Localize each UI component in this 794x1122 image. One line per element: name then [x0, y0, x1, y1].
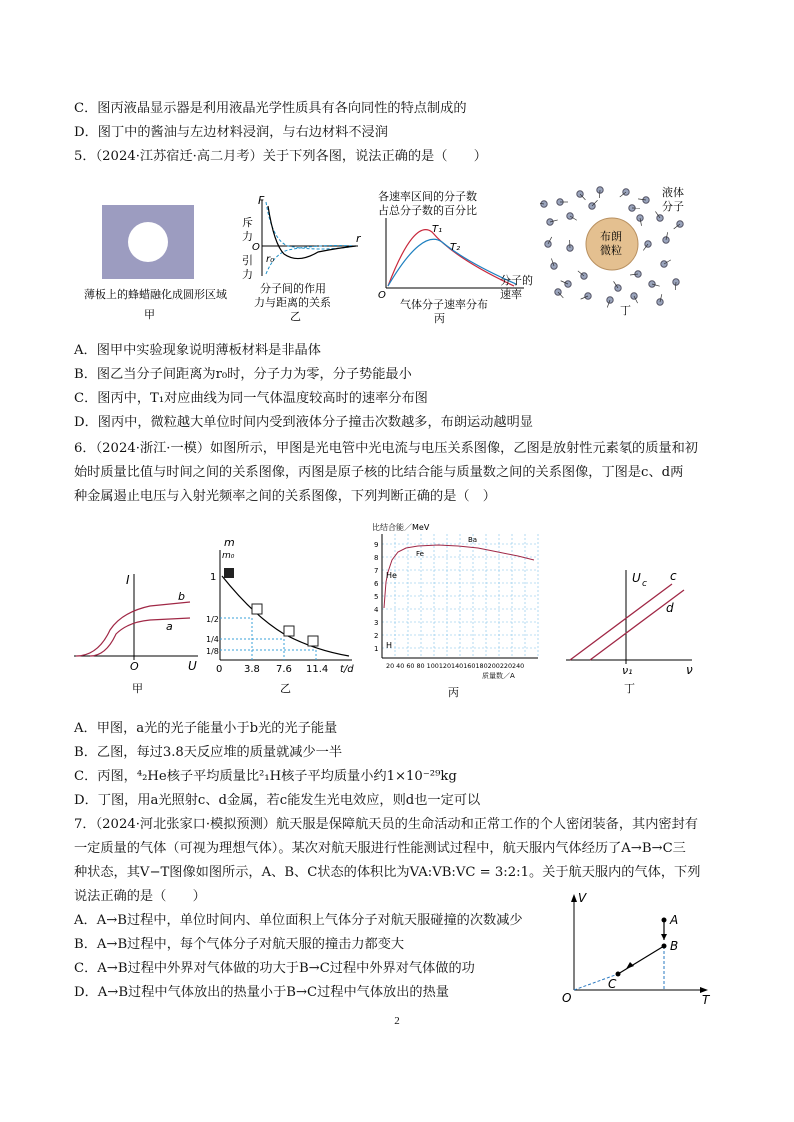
q6-yi-tick-quarter: 1/4: [206, 635, 219, 644]
q5-option-d: D．图丙中，微粒越大单位时间内受到液体分子撞击次数越多，布朗运动越明显: [74, 415, 533, 430]
yi-li2: 力: [242, 268, 253, 281]
jia-label: 甲: [144, 308, 155, 320]
q6-yi-x3: 11.4: [306, 664, 329, 675]
q6-ding-u: U: [632, 571, 641, 585]
q6-yi-tick-half: 1/2: [206, 615, 219, 624]
q6-fig-bing-svg: [368, 520, 544, 700]
q6-ding-d: d: [666, 601, 674, 615]
q7-option-d: D．A→B过程中气体放出的热量小于B→C过程中气体放出的热量: [74, 985, 449, 1000]
q6-option-c: C．丙图，⁴₂He核子平均质量比²₁H核子平均质量小约1×10⁻²⁹kg: [74, 769, 457, 784]
curve-b: [76, 602, 190, 656]
q6-fig-ding-svg: [560, 560, 700, 700]
q6-fig-yi: [204, 536, 364, 700]
q6-jia-o: O: [130, 660, 139, 673]
q5-fig-bing-svg: [374, 188, 544, 324]
net-force-curve: [268, 206, 356, 259]
yi-chi: 斥: [242, 216, 253, 229]
y-tick-label: 7: [374, 567, 379, 575]
q7-bc-arrow: [626, 962, 634, 969]
q7-stem-1: 7．（2024·河北张家口·模拟预测）航天服是保障航天员的生命活动和正常工作的个人密闭装备，其内密封有: [74, 817, 698, 832]
bing-x1: 分子的: [500, 274, 533, 287]
ding-liquid2: 分子: [662, 200, 684, 213]
q5-fig-ding-svg: [540, 184, 700, 324]
bing-x2: 速率: [500, 288, 522, 301]
y-tick-label: 4: [374, 606, 379, 614]
q7-t-label: T: [702, 993, 710, 1006]
q7-option-b: B．A→B过程中，每个气体分子对航天服的撞击力都变大: [74, 937, 405, 952]
q7-option-c: C．A→B过程中外界对气体做的功大于B→C过程中外界对气体做的功: [74, 961, 475, 976]
y-tick-label: 6: [374, 580, 379, 588]
q5-stem: 5．（2024·江苏宿迁·高二月考）关于下列各图，说法正确的是（ ）: [74, 149, 487, 164]
q5-fig-jia-svg: [82, 200, 232, 320]
q7-vt-svg: [556, 890, 716, 1006]
q6-bing-grid: [374, 534, 538, 658]
q6-option-d: D．丁图，用a光照射c、d金属，若c能发生光电效应，则d也一定可以: [74, 793, 481, 808]
q5-fig-bing: [374, 188, 544, 324]
q7-stem-4: 说法正确的是（ ）: [74, 889, 206, 904]
q5-option-c: C．图丙中，T₁对应曲线为同一气体温度较高时的速率分布图: [74, 391, 428, 406]
q7-option-a: A．A→B过程中，单位时间内、单位面积上气体分子对航天服碰撞的次数减少: [74, 913, 523, 928]
q7-bc-line: [618, 946, 664, 974]
q6-yi-label: 乙: [280, 682, 291, 695]
y-tick-label: 9: [374, 541, 379, 549]
q7-stem-2: 一定质量的气体（可视为理想气体）。某次对航天服进行性能测试过程中，航天服内气体经历了A→B→C三: [74, 841, 686, 856]
bing-title1: 各速率区间的分子数: [378, 190, 477, 203]
q7-o-label: O: [562, 991, 572, 1005]
q6-fig-yi-svg: [204, 536, 364, 700]
q6-yi-tick-1: 1: [210, 572, 217, 583]
q6-jia-b: b: [178, 590, 185, 603]
q6-stem-1: 6．（2024·浙江·一模）如图所示，甲图是光电管中光电流与电压关系图像，乙图是放射性元素氡的质量和初: [74, 441, 698, 456]
yi-caption1: 分子间的作用: [260, 282, 326, 295]
q7-point-c: [616, 972, 621, 977]
bing-caption: 气体分子速率分布: [400, 298, 488, 311]
q5-option-b: B．图乙当分子间距离为r₀时，分子力为零，分子势能最小: [74, 367, 412, 382]
ding-label: 丁: [620, 304, 631, 317]
q6-stem-2: 始时质量比值与时间之间的关系图像，丙图是原子核的比结合能与质量数之间的关系图像，丁图是c、d两: [74, 465, 684, 480]
decay-curve: [222, 576, 349, 656]
q6-ding-c: c: [670, 569, 677, 583]
q6-fig-bing: [368, 520, 544, 700]
option-d-prev: D．图丁中的酱油与左边材料浸润，与右边材料不浸润: [74, 125, 388, 140]
q6-bing-xlabel: 质量数／A: [482, 672, 515, 680]
q5-fig-yi: [228, 192, 368, 322]
attractive-curve: [266, 246, 356, 275]
ding-center2: 微粒: [600, 244, 622, 257]
q6-jia-a: a: [166, 620, 173, 633]
q7-stem-3: 种状态，其V−T图像如图所示，A、B、C状态的体积比为VA:VB:VC = 3:2:1。关于航天服内的气体，下列: [74, 865, 701, 880]
yi-li1: 力: [242, 230, 253, 243]
y-tick-label: 5: [374, 593, 379, 601]
q5-option-a: A．图甲中实验现象说明薄板材料是非晶体: [74, 343, 321, 358]
q6-jia-label: 甲: [132, 682, 143, 695]
bing-t1: T₁: [432, 224, 443, 235]
yi-yin: 引: [242, 254, 253, 267]
option-c-prev: C．图丙液晶显示器是利用液晶光学性质具有各向同性的特点制成的: [74, 101, 467, 116]
binding-energy-curve: [384, 545, 534, 608]
q6-bing-label: 丙: [448, 686, 459, 699]
q6-option-a: A．甲图，a光的光子能量小于b光的光子能量: [74, 721, 338, 736]
q6-ding-nu: ν: [686, 663, 693, 677]
sample-half: [252, 604, 262, 614]
sample-quarter: [284, 626, 294, 636]
yi-label: 乙: [290, 310, 301, 322]
page-number: 2: [394, 1015, 400, 1027]
q7-c-label: C: [608, 977, 617, 991]
q6-bing-h: H: [386, 641, 393, 650]
q7-point-b: [662, 944, 667, 949]
yi-f-label: F: [258, 194, 265, 207]
melted-circle: [128, 222, 168, 262]
q6-bing-fe: Fe: [416, 550, 424, 558]
y-tick-label: 2: [374, 632, 379, 640]
q5-fig-ding: [540, 184, 700, 324]
q7-b-label: B: [670, 939, 679, 953]
q6-ding-c-sub: c: [642, 579, 647, 589]
jia-caption: 薄板上的蜂蜡融化成圆形区域: [84, 288, 227, 301]
ding-center1: 布朗: [600, 230, 622, 243]
yi-r: r: [356, 232, 361, 245]
q5-fig-yi-svg: [228, 192, 368, 322]
q6-jia-i: I: [126, 573, 130, 587]
q6-yi-m0: m₀: [222, 551, 235, 561]
q5-fig-jia: [82, 200, 232, 320]
q6-ding-nu1: ν₁: [622, 664, 633, 677]
q7-point-a: [662, 918, 667, 923]
bing-origin: O: [378, 290, 386, 301]
q6-fig-ding: [560, 560, 700, 700]
q7-vt-figure: [556, 890, 716, 1006]
q6-bing-he: He: [386, 571, 397, 580]
q6-yi-tick-eighth: 1/8: [206, 647, 219, 656]
line-c: [570, 584, 672, 660]
q6-yi-x0: 0: [216, 664, 223, 675]
q6-fig-jia-svg: [70, 560, 210, 700]
yi-r0: r₀: [266, 254, 275, 265]
q7-v-arrow: [571, 894, 577, 902]
q6-bing-ba: Ba: [468, 536, 478, 544]
yi-caption2: 力与距离的关系: [254, 296, 331, 309]
q7-ab-arrow: [661, 934, 667, 940]
q6-bing-xticks: 20 40 60 80 100120140160180200220240: [386, 662, 525, 670]
q6-option-b: B．乙图，每过3.8天反应堆的质量就减少一半: [74, 745, 343, 760]
sample-full: [224, 568, 234, 578]
y-tick-label: 3: [374, 619, 379, 627]
q6-stem-3: 种金属遏止电压与入射光频率之间的关系图像，下列判断正确的是（ ）: [74, 489, 496, 504]
bing-t2: T₂: [450, 242, 461, 253]
q6-yi-x1: 3.8: [244, 664, 260, 675]
yi-origin: O: [252, 242, 260, 253]
bing-title2: 占总分子数的百分比: [378, 204, 477, 217]
q6-ding-label: 丁: [624, 682, 635, 695]
curve-a: [90, 618, 190, 656]
repulsive-curve: [266, 202, 356, 249]
q7-v-label: V: [578, 891, 587, 905]
q6-yi-xlabel: t/d: [340, 664, 354, 675]
q6-yi-m: m: [224, 536, 235, 549]
y-tick-label: 1: [374, 645, 379, 653]
q6-jia-u: U: [188, 659, 197, 673]
q7-a-label: A: [670, 913, 679, 927]
ding-liquid1: 液体: [662, 186, 684, 199]
bing-label: 丙: [434, 312, 445, 324]
y-tick-label: 8: [374, 554, 379, 562]
sample-eighth: [308, 636, 318, 646]
q6-bing-title: 比结合能／MeV: [372, 523, 430, 532]
q6-fig-jia: [70, 560, 210, 700]
q6-yi-x2: 7.6: [276, 664, 292, 675]
